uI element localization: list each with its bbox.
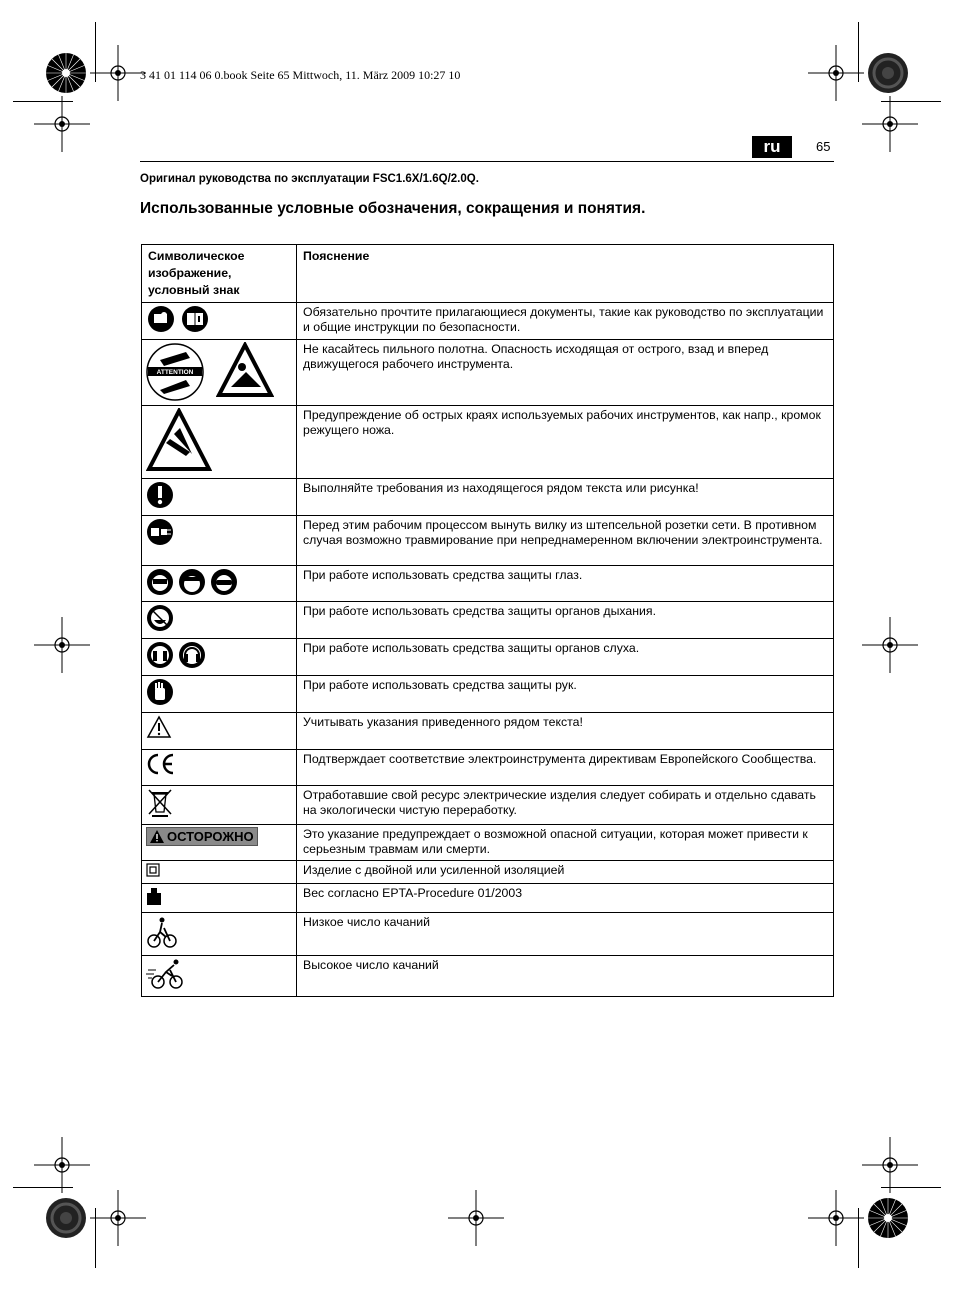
row-text: Учитывать указания приведенного рядом текста! [297, 713, 834, 750]
table-row [142, 825, 834, 861]
helmet-visor-icon [178, 568, 206, 596]
row-text: Вес согласно EPTA-Procedure 01/2003 [297, 884, 834, 913]
row-text: Перед этим рабочим процессом вынуть вилку из штепсельной розетки сети. В противном случая возможно травмирование при непреднамеренном включении электроинструмента. [297, 516, 834, 566]
table-row [142, 639, 834, 676]
row-text: Изделие с двойной или усиленной изоляцией [297, 861, 834, 884]
row-text: Не касайтесь пильного полотна. Опасность исходящая от острого, взад и вперед движущегося рабочего инструмента. [297, 340, 834, 406]
table-row [142, 479, 834, 516]
caution-label: ОСТОРОЖНО [167, 829, 254, 844]
mandatory-action-icon [146, 481, 174, 509]
col-explanation-header: Пояснение [297, 245, 834, 303]
table-row [142, 566, 834, 602]
table-row [142, 884, 834, 913]
warning-triangle-icon [146, 715, 172, 739]
row-text: При работе использовать средства защиты рук. [297, 676, 834, 713]
row-text: Отработавшие свой ресурс электрические изделия следует собирать и отдельно сдавать на экологически чистую переработку. [297, 786, 834, 825]
table-row [142, 786, 834, 825]
header-rule [140, 161, 834, 162]
ce-mark-icon [146, 752, 176, 776]
double-insulation-icon [146, 863, 160, 877]
row-text: Низкое число качаний [297, 913, 834, 956]
goggles-icon [210, 568, 238, 596]
book-file-line: 3 41 01 114 06 0.book Seite 65 Mittwoch, 11. März 2009 10:27 10 [140, 68, 461, 82]
table-row [142, 750, 834, 786]
saw-blade-warning-icons [146, 342, 292, 402]
row-text: Обязательно прочтите прилагающиеся документы, такие как руководство по эксплуатации и общие инструкции по безопасности. [297, 303, 834, 340]
table-row [142, 406, 834, 479]
unplug-icon [146, 518, 174, 546]
table-row [142, 956, 834, 997]
row-text: Выполняйте требования из находящегося рядом текста или рисунка! [297, 479, 834, 516]
table-row [142, 516, 834, 566]
respiratory-protection-icon [146, 604, 174, 632]
caution-badge [146, 827, 258, 846]
page-title: Использованные условные обозначения, сокращения и понятия. [140, 200, 646, 217]
caution-triangle-icon [150, 830, 164, 843]
weee-bin-icon [146, 788, 174, 818]
row-text: Это указание предупреждает о возможной опасной ситуации, которая может привести к серьезным травмам или смерти. [297, 825, 834, 861]
row-text: Высокое число качаний [297, 956, 834, 997]
row-text: При работе использовать средства защиты органов дыхания. [297, 602, 834, 639]
read-manual-icon [146, 305, 176, 333]
hand-protection-icon [146, 678, 174, 706]
symbols-table [141, 244, 834, 997]
row-text: Подтверждает соответствие электроинструмента директивам Европейского Сообщества. [297, 750, 834, 786]
row-text: При работе использовать средства защиты органов слуха. [297, 639, 834, 676]
table-header-row [142, 245, 834, 303]
table-row [142, 602, 834, 639]
info-book-icon [180, 305, 210, 333]
row-text: Предупреждение об острых краях используемых рабочих инструментов, как напр., кромок режущего ножа. [297, 406, 834, 479]
hearing-protection-icons [146, 641, 292, 669]
language-badge: ru [752, 136, 792, 158]
read-manual-icons [146, 305, 292, 333]
face-shield-icon [146, 568, 174, 596]
slow-bike-icon [146, 915, 178, 949]
attention-label: ATTENTION [156, 369, 194, 376]
ear-protection-icon [146, 641, 174, 669]
table-row [142, 303, 834, 340]
ear-muffs-icon [178, 641, 206, 669]
manual-subtitle: Оригинал руководства по эксплуатации FSC1.6X/1.6Q/2.0Q. [140, 173, 479, 185]
fast-bike-icon [146, 958, 186, 990]
table-row [142, 913, 834, 956]
table-row [142, 340, 834, 406]
table-row [142, 676, 834, 713]
saw-warning-triangle-icon [216, 342, 274, 398]
weight-icon [146, 886, 162, 906]
row-text: При работе использовать средства защиты глаз. [297, 566, 834, 602]
attention-hand-icon [146, 342, 204, 402]
table-row [142, 713, 834, 750]
page-number: 65 [816, 139, 831, 154]
col-symbol-header: Символическое изображение, условный знак [142, 245, 297, 303]
table-row [142, 861, 834, 884]
eye-protection-icons [146, 568, 292, 596]
sharp-edge-warning-icon [146, 408, 212, 472]
